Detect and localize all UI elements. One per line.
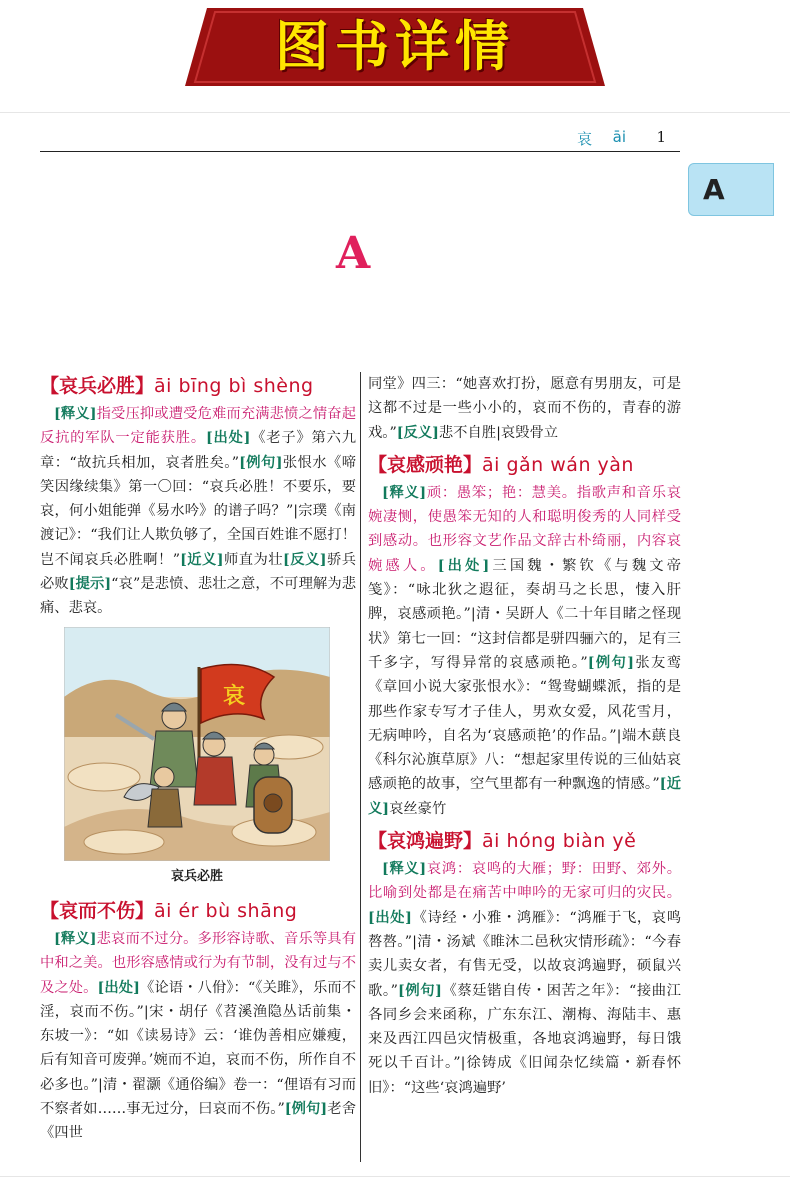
entry-title: 【哀鸿遍野】 bbox=[368, 830, 483, 853]
right-column bbox=[368, 372, 681, 1106]
label-chuchu: [出处] bbox=[437, 557, 490, 574]
entry-headword bbox=[40, 897, 356, 925]
illustration bbox=[64, 627, 330, 861]
definition: 顽：愚笨；艳：慧美。指歌声和音乐哀婉凄恻，使愚笨无知的人和聪明俊秀的人同样受到感动。也形容文艺作品文辞古朴绮丽，内容哀婉感人。 bbox=[368, 484, 682, 574]
page-number: 1 bbox=[656, 128, 666, 146]
entry-ai-gan-wan-yan bbox=[368, 451, 681, 821]
entry-ai-er-bu-shang-cont bbox=[368, 372, 681, 445]
running-head-char: 哀 bbox=[576, 130, 592, 148]
illustration-caption: 哀兵必胜 bbox=[170, 868, 223, 884]
antonym: 骄兵必败 bbox=[40, 551, 357, 593]
definition: 指受压抑或遭受危难而充满悲愤之情奋起反抗的军队一定能获胜。 bbox=[40, 406, 356, 447]
entry-ai-er-bu-shang bbox=[40, 897, 356, 1146]
label-chuchu: [出处] bbox=[97, 979, 140, 996]
entry-pinyin: āi hóng biàn yě bbox=[482, 830, 637, 853]
separator-line bbox=[0, 112, 790, 113]
definition: 悲哀而不过分。多形容诗歌、音乐等具有中和之美。也形容感情或行为有节制，没有过与不及之处。 bbox=[40, 930, 356, 996]
entry-pinyin: āi bīng bì shèng bbox=[154, 375, 314, 397]
label-liju: [例句] bbox=[397, 982, 442, 999]
label-jinyi: [近义] bbox=[368, 776, 681, 817]
illustration-image bbox=[64, 627, 330, 861]
entry-ai-bing-bi-sheng bbox=[40, 372, 356, 621]
definition: 哀鸿：哀鸣的大雁；野：田野、郊外。比喻到处都是在痛苦中呻吟的无家可归的灾民。 bbox=[368, 861, 682, 902]
label-liju: [例句] bbox=[284, 1101, 328, 1118]
entry-title: 【哀而不伤】 bbox=[40, 899, 155, 922]
entry-body bbox=[40, 927, 356, 1146]
example-continued: 同堂》四三：“她喜欢打扮，愿意有男朋友，可是这都不过是一些小小的，哀而不伤的，青春的游戏。” bbox=[368, 376, 681, 441]
source: 《老子》第六九章：“故抗兵相加，哀者胜矣。” bbox=[40, 430, 357, 471]
banner-ribbon bbox=[185, 8, 605, 86]
synonym: 哀丝豪竹 bbox=[389, 800, 447, 817]
label-chuchu: [出处] bbox=[368, 909, 412, 926]
label-liju: [例句] bbox=[587, 654, 634, 671]
entry-body bbox=[368, 857, 681, 1100]
tip: “哀”是悲愤、悲壮之意，不可理解为悲痛、悲哀。 bbox=[40, 576, 357, 617]
antonym: 悲不自胜|哀毁骨立 bbox=[438, 424, 559, 441]
flag-text: 哀 bbox=[222, 682, 246, 709]
example-part: 老舍《四世 bbox=[40, 1101, 356, 1142]
entry-body-continued bbox=[368, 372, 681, 445]
synonym: 师直为壮 bbox=[223, 551, 284, 568]
label-chuchu: [出处] bbox=[205, 430, 251, 447]
label-shiyi: [释义] bbox=[382, 484, 427, 501]
label-shiyi: [释义] bbox=[54, 406, 97, 422]
entry-title: 【哀感顽艳】 bbox=[368, 453, 483, 476]
entry-pinyin: āi gǎn wán yàn bbox=[482, 453, 634, 476]
entry-headword bbox=[368, 451, 681, 479]
label-shiyi: [释义] bbox=[54, 930, 97, 947]
entry-title: 【哀兵必胜】 bbox=[40, 375, 155, 397]
banner-title: 图书详情 bbox=[275, 15, 515, 78]
example: 《蔡廷锴自传・困苦之年》：“接曲江各同乡会来函称，广东东江、潮梅、海陆丰、惠来及西江四邑灾情极重，各地哀鸿遍野，每日饿死以千百计。”|徐铸成《旧闻杂忆续篇・新春怀旧》：“这些‘哀鸿遍野’ bbox=[368, 982, 681, 1096]
label-fanyi: [反义] bbox=[283, 551, 327, 568]
entry-pinyin: āi ér bù shāng bbox=[154, 899, 298, 922]
banner bbox=[0, 0, 790, 100]
section-letter: A bbox=[336, 228, 371, 279]
running-head-pinyin: āi bbox=[612, 128, 626, 146]
source: 《诗经・小雅・鸿雁》：“鸿雁于飞，哀鸣嗸嗸。”|清・汤斌《睢沐二邑秋灾情形疏》：“今春卖儿卖女者，有售无受，以故哀鸿遍野，硕鼠兴歌。” bbox=[368, 909, 681, 999]
label-liju: [例句] bbox=[239, 454, 283, 471]
entry-body bbox=[40, 402, 356, 621]
label-shiyi: [释义] bbox=[382, 861, 427, 878]
bottom-line bbox=[0, 1176, 790, 1177]
label-tishi: [提示] bbox=[68, 576, 112, 593]
entry-ai-hong-bian-ye bbox=[368, 827, 681, 1100]
source: 三国魏・繁钦《与魏文帝笺》：“咏北狄之遐征，奏胡马之长思，悽入肝脾，哀感顽艳。”|清・吴趼人《二十年目睹之怪现状》第七一回：“这封信都是骈四骊六的，足有三千多字，写得异常的哀感顽艳。” bbox=[368, 557, 682, 671]
label-jinyi: [近义] bbox=[180, 551, 224, 568]
example: 张友鸾《章回小说大家张恨水》：“鸳鸯蝴蝶派，指的是那些作家专写才子佳人，男欢女爱，风花雪月，无病呻吟，自名为‘哀感顽艳’的作品。”|端木蕻良《科尔沁旗草原》八：“想起家里传说的三仙姑哀感顽艳的故事，空气里都有一种飘逸的情感。” bbox=[368, 654, 682, 793]
column-divider bbox=[360, 372, 361, 1162]
entry-headword bbox=[368, 827, 681, 855]
left-column bbox=[40, 372, 356, 1152]
letter-index-tab[interactable]: A bbox=[688, 163, 774, 216]
running-head bbox=[40, 128, 678, 150]
entry-headword bbox=[40, 372, 356, 400]
source: 《论语・八佾》：“《关雎》，乐而不淫，哀而不伤。”|宋・胡仔《苕溪渔隐丛话前集・东坡一》：“如《读易诗》云：‘谁伪善相应嫌瘦，后有知音可废弹。’婉而不迫，哀而不伤，所作自不必多也。”|清・翟灏《通俗编》卷一：“俚语有习而不察者如……事无过分，曰哀而不伤。” bbox=[40, 979, 357, 1118]
header-rule bbox=[40, 151, 680, 152]
entry-body bbox=[368, 481, 681, 821]
example: 张恨水《啼笑因缘续集》第一〇回：“哀兵必胜！不要乐，要哀，何小姐能弹《易水吟》的谱子吗？”|宗璞《南渡记》：“我们让人欺负够了，全国百姓谁不愿打！岂不闻哀兵必胜啊！” bbox=[40, 454, 356, 568]
label-fanyi: [反义] bbox=[396, 424, 439, 441]
